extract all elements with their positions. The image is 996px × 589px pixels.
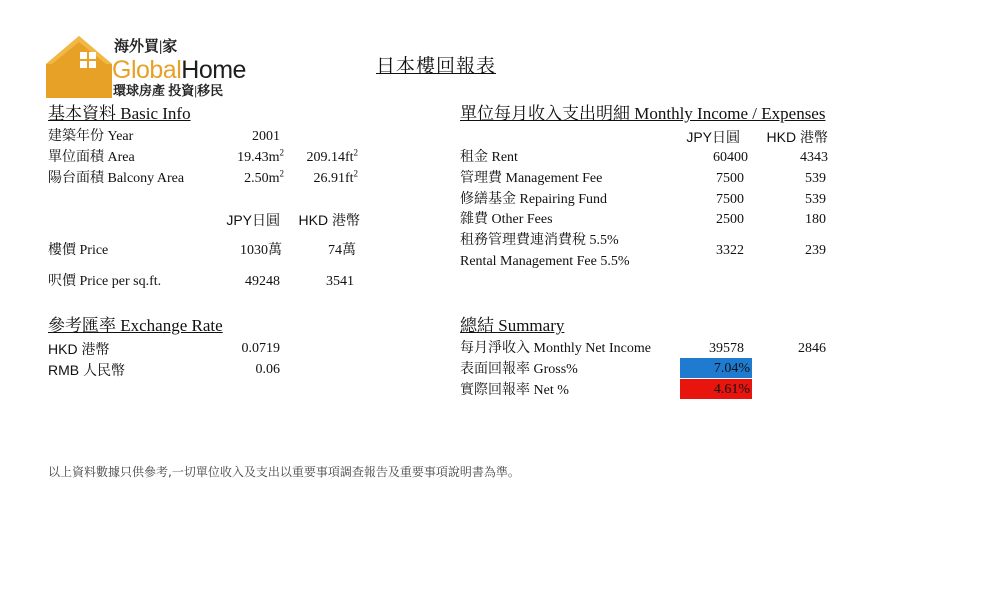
year-label: 建築年份 Year <box>48 129 134 144</box>
logo-top-text: 海外買|家 <box>114 39 178 55</box>
area-sqft-value: 209.14ft <box>306 150 354 165</box>
logo-brand <box>112 56 246 84</box>
monthly-row-label: 修繕基金 Repairing Fund <box>460 192 607 207</box>
monthly-row-hkd: 539 <box>805 192 826 207</box>
rental-mgmt-label-line1: 租務管理費連消費稅 5.5% <box>460 233 619 248</box>
logo-sub-text: 環球房產 投資|移民 <box>113 83 224 98</box>
balcony-sqm-value: 2.50m <box>244 171 280 186</box>
area-label: 單位面積 Area <box>48 150 135 165</box>
balcony-label: 陽台面積 Balcony Area <box>48 171 185 186</box>
logo-brand-global: Global <box>112 56 182 84</box>
price-hkd: 74萬 <box>328 243 356 258</box>
monthly-row-jpy: 60400 <box>713 150 748 165</box>
net-income-jpy: 39578 <box>709 341 744 356</box>
rental-mgmt-label-line2: Rental Management Fee 5.5% <box>460 254 630 269</box>
monthly-row-label: 雜費 Other Fees <box>460 212 553 227</box>
net-yield-value: 4.61% <box>713 382 750 397</box>
net-income-hkd: 2846 <box>798 341 826 356</box>
monthly-row-jpy: 7500 <box>716 192 744 207</box>
price-sqft-jpy: 49248 <box>245 274 280 289</box>
exchange-rmb-label: RMB 人民幣 <box>48 362 125 378</box>
exchange-rmb-value: 0.06 <box>255 362 280 377</box>
net-income-label: 每月淨收入 Monthly Net Income <box>460 341 651 356</box>
price-label: 樓價 Price <box>48 243 109 258</box>
area-sqm <box>210 149 284 167</box>
area-sqft <box>284 149 358 167</box>
basic-col-jpy: JPY日圓 <box>226 212 280 228</box>
monthly-col-hkd: HKD 港幣 <box>766 129 828 145</box>
monthly-row-label: 租金 Rent <box>460 150 518 165</box>
rental-mgmt-jpy: 3322 <box>716 243 744 258</box>
monthly-header: 單位每月收入支出明細 Monthly Income / Expenses <box>460 104 826 123</box>
exchange-hkd-label: HKD 港幣 <box>48 341 110 357</box>
monthly-row-hkd: 539 <box>805 171 826 186</box>
monthly-row-hkd: 4343 <box>800 150 828 165</box>
area-sqft-sup: 2 <box>353 147 358 158</box>
house-icon <box>46 34 112 98</box>
monthly-row-label: 管理費 Management Fee <box>460 171 603 186</box>
balcony-sqft <box>284 170 358 188</box>
page-title: 日本樓回報表 <box>376 56 497 77</box>
area-sqm-sup: 2 <box>279 147 284 158</box>
year-value: 2001 <box>252 129 280 144</box>
area-sqm-value: 19.43m <box>237 150 280 165</box>
globalhome-logo <box>46 34 256 100</box>
price-sqft-hkd: 3541 <box>326 274 354 289</box>
price-sqft-label: 呎價 Price per sq.ft. <box>48 274 162 289</box>
balcony-sqft-sup: 2 <box>353 168 358 179</box>
logo-brand-home: Home <box>181 56 246 84</box>
exchange-header: 參考匯率 Exchange Rate <box>48 316 223 335</box>
disclaimer-footnote: 以上資料數據只供參考,一切單位收入及支出以重要事項調查報告及重要事項說明書為準。 <box>48 465 520 479</box>
price-jpy: 1030萬 <box>240 243 282 258</box>
gross-yield-value: 7.04% <box>713 361 750 376</box>
monthly-row-jpy: 7500 <box>716 171 744 186</box>
rental-mgmt-hkd: 239 <box>805 243 826 258</box>
balcony-sqft-value: 26.91ft <box>313 171 354 186</box>
exchange-hkd-value: 0.0719 <box>241 341 280 356</box>
monthly-col-jpy: JPY日圓 <box>686 129 740 145</box>
basic-col-hkd: HKD 港幣 <box>298 212 360 228</box>
gross-yield-label: 表面回報率 Gross% <box>460 362 578 377</box>
summary-header: 總結 Summary <box>460 316 565 335</box>
net-yield-label: 實際回報率 Net % <box>460 383 569 398</box>
monthly-row-hkd: 180 <box>805 212 826 227</box>
balcony-sqm <box>210 170 284 188</box>
balcony-sqm-sup: 2 <box>279 168 284 179</box>
monthly-row-jpy: 2500 <box>716 212 744 227</box>
basic-info-header: 基本資料 Basic Info <box>48 104 191 123</box>
